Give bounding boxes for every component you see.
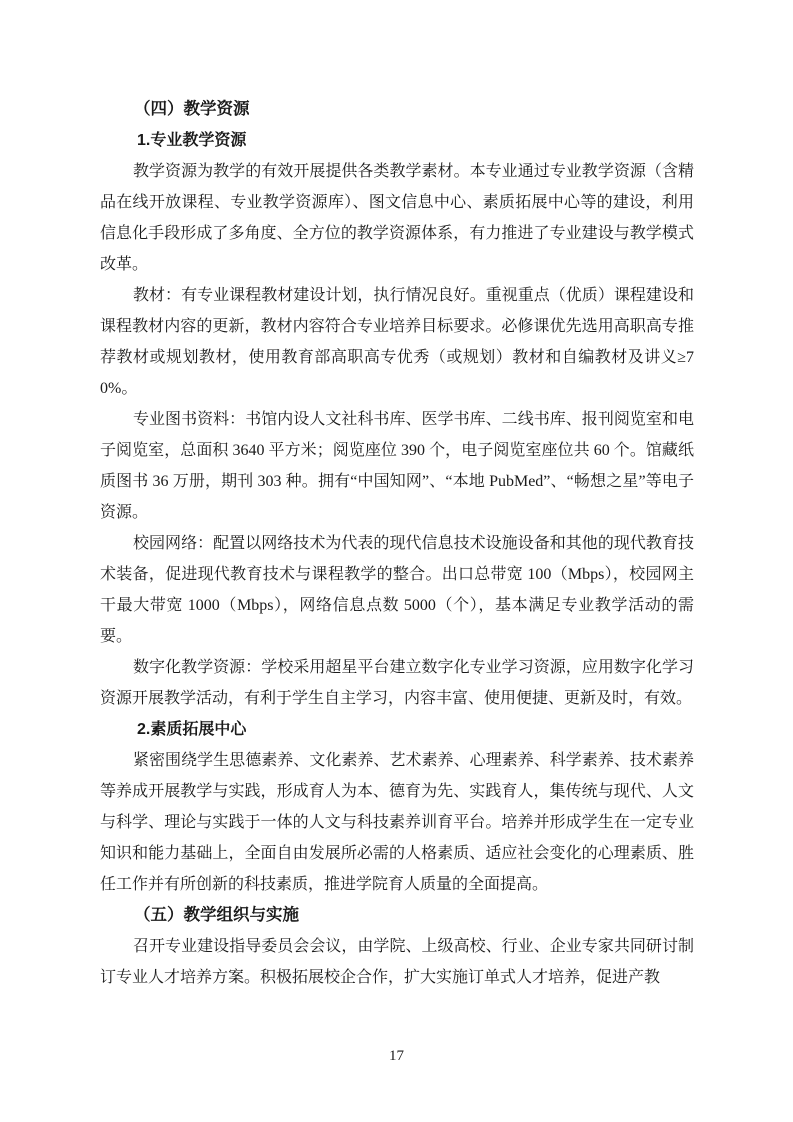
paragraph-library-materials: 专业图书资料：书馆内设人文社科书库、医学书库、二线书库、报刊阅览室和电子阅览室，总面积 3640 平方米；阅览座位 390 个，电子阅览室座位共 60 个。馆藏纸质图书 36 万册，期刊 303 种。拥有“中国知网”、“本地 PubMed”、“畅想之星”等电子资源。 [100,411,694,521]
paragraph-teaching-organization: 召开专业建设指导委员会会议，由学院、上级高校、行业、企业专家共同研讨制订专业人才培养方案。积极拓展校企合作，扩大实施订单式人才培养，促进产教 [100,938,694,986]
heading-section-4-teaching-resources: （四）教学资源 [134,100,250,118]
paragraph-quality-development: 紧密围绕学生思德素养、文化素养、艺术素养、心理素养、科学素养、技术素养等养成开展教学与实践，形成育人为本、德育为先、实践育人，集传统与现代、人文与科学、理论与实践于一体的人文与科技素养训育平台。培养并形成学生在一定专业知识和能力基础上，全面自由发展所必需的人格素质、适应社会变化的心理素质、胜任工作并有所创新的科技素质，推进学院育人质量的全面提高。 [100,752,694,893]
heading-sub-1-professional-teaching-resources: 1.专业教学资源 [137,132,247,149]
paragraph-textbooks: 教材：有专业课程教材建设计划，执行情况良好。重视重点（优质）课程建设和课程教材内容的更新，教材内容符合专业培养目标要求。必修课优先选用高职高专推荐教材或规划教材，使用教育部高职高专优秀（或规划）教材和自编教材及讲义≥70%。 [100,287,694,397]
heading-section-5-teaching-organization: （五）教学组织与实施 [134,906,299,924]
page-number: 17 [389,1048,404,1064]
document-body [100,94,694,993]
paragraph-digital-teaching-resources: 数字化教学资源：学校采用超星平台建立数字化专业学习资源，应用数字化学习资源开展教学活动，有利于学生自主学习，内容丰富、使用便捷、更新及时，有效。 [100,659,694,707]
paragraph-teaching-resources-overview: 教学资源为教学的有效开展提供各类教学素材。本专业通过专业教学资源（含精品在线开放课程、专业教学资源库）、图文信息中心、素质拓展中心等的建设，利用信息化手段形成了多角度、全方位的教学资源体系，有力推进了专业建设与教学模式改革。 [100,163,694,273]
paragraph-campus-network: 校园网络：配置以网络技术为代表的现代信息技术设施设备和其他的现代教育技术装备，促进现代教育技术与课程教学的整合。出口总带宽 100（Mbps），校园网主干最大带宽 1000（Mbps），网络信息点数 5000（个），基本满足专业教学活动的需要。 [100,535,694,645]
heading-sub-2-quality-development-center: 2.素质拓展中心 [137,721,247,738]
